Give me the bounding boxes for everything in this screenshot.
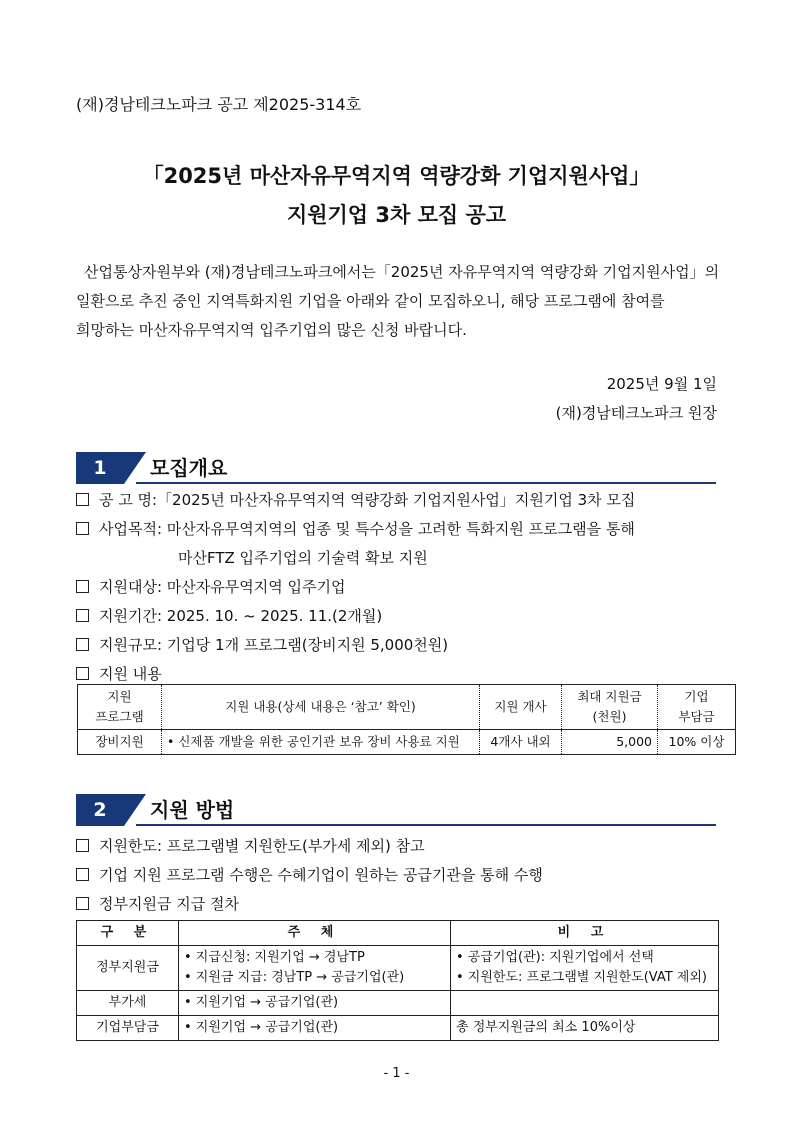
- header-content: 지원 내용(상세 내용은 ‘참고’ 확인): [162, 685, 480, 730]
- cell-subject: [179, 946, 451, 991]
- checkbox-square-icon: [76, 667, 89, 680]
- item-text: 마산FTZ 입주기업의 기술력 확보 지원: [178, 549, 428, 567]
- section-1-header: [76, 452, 716, 484]
- note-line: • 공급기업(관): 지원기업에서 선택: [456, 950, 654, 965]
- table-row: [77, 1016, 719, 1041]
- cell-max: 5,000: [562, 730, 658, 755]
- subject-line: • 지급신청: 지원기업 → 경남TP: [184, 950, 365, 965]
- item-text: 지원 내용: [99, 665, 162, 683]
- section-2-number: 2: [76, 794, 124, 826]
- subject-line: • 지원금 지급: 경남TP → 공급기업(관): [184, 970, 405, 985]
- section-1-underline: [136, 482, 716, 484]
- checkbox-square-icon: [76, 638, 89, 651]
- intro-paragraph: [76, 258, 720, 345]
- list-item: [76, 631, 721, 660]
- checkbox-square-icon: [76, 609, 89, 622]
- cell-note: [451, 991, 719, 1016]
- section-1-title: 모집개요: [150, 456, 228, 480]
- title-line-1: 「2025년 마산자유무역지역 역량강화 기업지원사업」: [142, 164, 651, 188]
- cell-subject: [179, 1016, 451, 1041]
- list-item: [76, 515, 721, 544]
- header-text: 지원: [107, 689, 132, 704]
- cell-note: [451, 1016, 719, 1041]
- intro-line: 일환으로 추진 중인 지역특화지원 기업을 아래와 같이 모집하오니, 해당 프로그램에 참여를: [76, 292, 665, 310]
- cell-count: 4개사 내외: [480, 730, 562, 755]
- cell-subject: [179, 991, 451, 1016]
- title-line-2: 지원기업 3차 모집 공고: [286, 203, 507, 227]
- intro-line: 희망하는 마산자유무역지역 입주기업의 많은 신청 바랍니다.: [76, 321, 467, 339]
- header-text: 최대 지원금: [577, 689, 642, 704]
- issuer: (재)경남테크노파크 원장: [555, 404, 717, 422]
- checkbox-square-icon: [76, 522, 89, 535]
- cell-program: 장비지원: [78, 730, 162, 755]
- payment-procedure-table: [76, 920, 719, 1041]
- checkbox-square-icon: [76, 868, 89, 881]
- list-item: [76, 890, 721, 919]
- cell-category: 기업부담금: [77, 1016, 179, 1041]
- header-text: 부담금: [678, 709, 715, 724]
- section-2-title: 지원 방법: [150, 798, 235, 822]
- item-text: 공 고 명:「2025년 마산자유무역지역 역량강화 기업지원사업」지원기업 3차 모집: [99, 491, 636, 509]
- header-text: 프로그램: [95, 709, 144, 724]
- list-item: [76, 602, 721, 631]
- section-2-underline: [136, 824, 716, 826]
- checkbox-square-icon: [76, 580, 89, 593]
- section-1-items: [76, 486, 721, 689]
- checkbox-square-icon: [76, 897, 89, 910]
- header-category: 구 분: [77, 921, 179, 946]
- table-row: [77, 946, 719, 991]
- list-item: [76, 573, 721, 602]
- cell-share: 10% 이상: [658, 730, 736, 755]
- page-number: - 1 -: [383, 1066, 410, 1081]
- table-row: [78, 730, 736, 755]
- header-text: 기업: [684, 689, 709, 704]
- section-1-wedge: [124, 452, 146, 484]
- note-line: • 지원한도: 프로그램별 지원한도(VAT 제외): [456, 970, 707, 985]
- section-1-number: 1: [76, 452, 124, 484]
- subject-line: • 지원기업 → 공급기업(관): [184, 995, 339, 1010]
- support-content-table: [77, 684, 736, 755]
- section-2-wedge: [124, 794, 146, 826]
- list-item: [76, 861, 721, 890]
- cell-category: 부가세: [77, 991, 179, 1016]
- issue-date: 2025년 9월 1일: [606, 375, 717, 393]
- item-text: 지원규모: 기업당 1개 프로그램(장비지원 5,000천원): [99, 636, 449, 654]
- item-text: 지원대상: 마산자유무역지역 입주기업: [99, 578, 346, 596]
- note-line: 총 정부지원금의 최소 10%이상: [456, 1020, 636, 1035]
- cell-note: [451, 946, 719, 991]
- header-max: [562, 685, 658, 730]
- subject-line: • 지원기업 → 공급기업(관): [184, 1020, 339, 1035]
- table-row: [77, 991, 719, 1016]
- list-item: [76, 832, 721, 861]
- header-program: [78, 685, 162, 730]
- item-text: 사업목적: 마산자유무역지역의 업종 및 특수성을 고려한 특화지원 프로그램을 통해: [99, 520, 635, 538]
- header-share: [658, 685, 736, 730]
- section-2-items: [76, 832, 721, 919]
- header-text: (천원): [592, 709, 627, 724]
- item-text: 지원한도: 프로그램별 지원한도(부가세 제외) 참고: [99, 837, 425, 855]
- item-text: 기업 지원 프로그램 수행은 수혜기업이 원하는 공급기관을 통해 수행: [99, 866, 543, 884]
- list-item: [76, 486, 721, 515]
- checkbox-square-icon: [76, 839, 89, 852]
- cell-content: • 신제품 개발을 위한 공인기관 보유 장비 사용료 지원: [162, 730, 480, 755]
- item-text: 정부지원금 지급 절차: [99, 895, 239, 913]
- item-text: 지원기간: 2025. 10. ~ 2025. 11.(2개월): [99, 607, 383, 625]
- list-item-continuation: [76, 544, 721, 573]
- section-2-header: [76, 794, 716, 826]
- table-header-row: [78, 685, 736, 730]
- notice-number: (재)경남테크노파크 공고 제2025-314호: [76, 95, 362, 114]
- checkbox-square-icon: [76, 493, 89, 506]
- header-note: 비 고: [451, 921, 719, 946]
- header-subject: 주 체: [179, 921, 451, 946]
- issue-block: [556, 370, 717, 428]
- intro-line: 산업통상자원부와 (재)경남테크노파크에서는「2025년 자유무역지역 역량강화 기업지원사업」의: [84, 263, 720, 281]
- table-header-row: [77, 921, 719, 946]
- cell-category: 정부지원금: [77, 946, 179, 991]
- header-count: 지원 개사: [480, 685, 562, 730]
